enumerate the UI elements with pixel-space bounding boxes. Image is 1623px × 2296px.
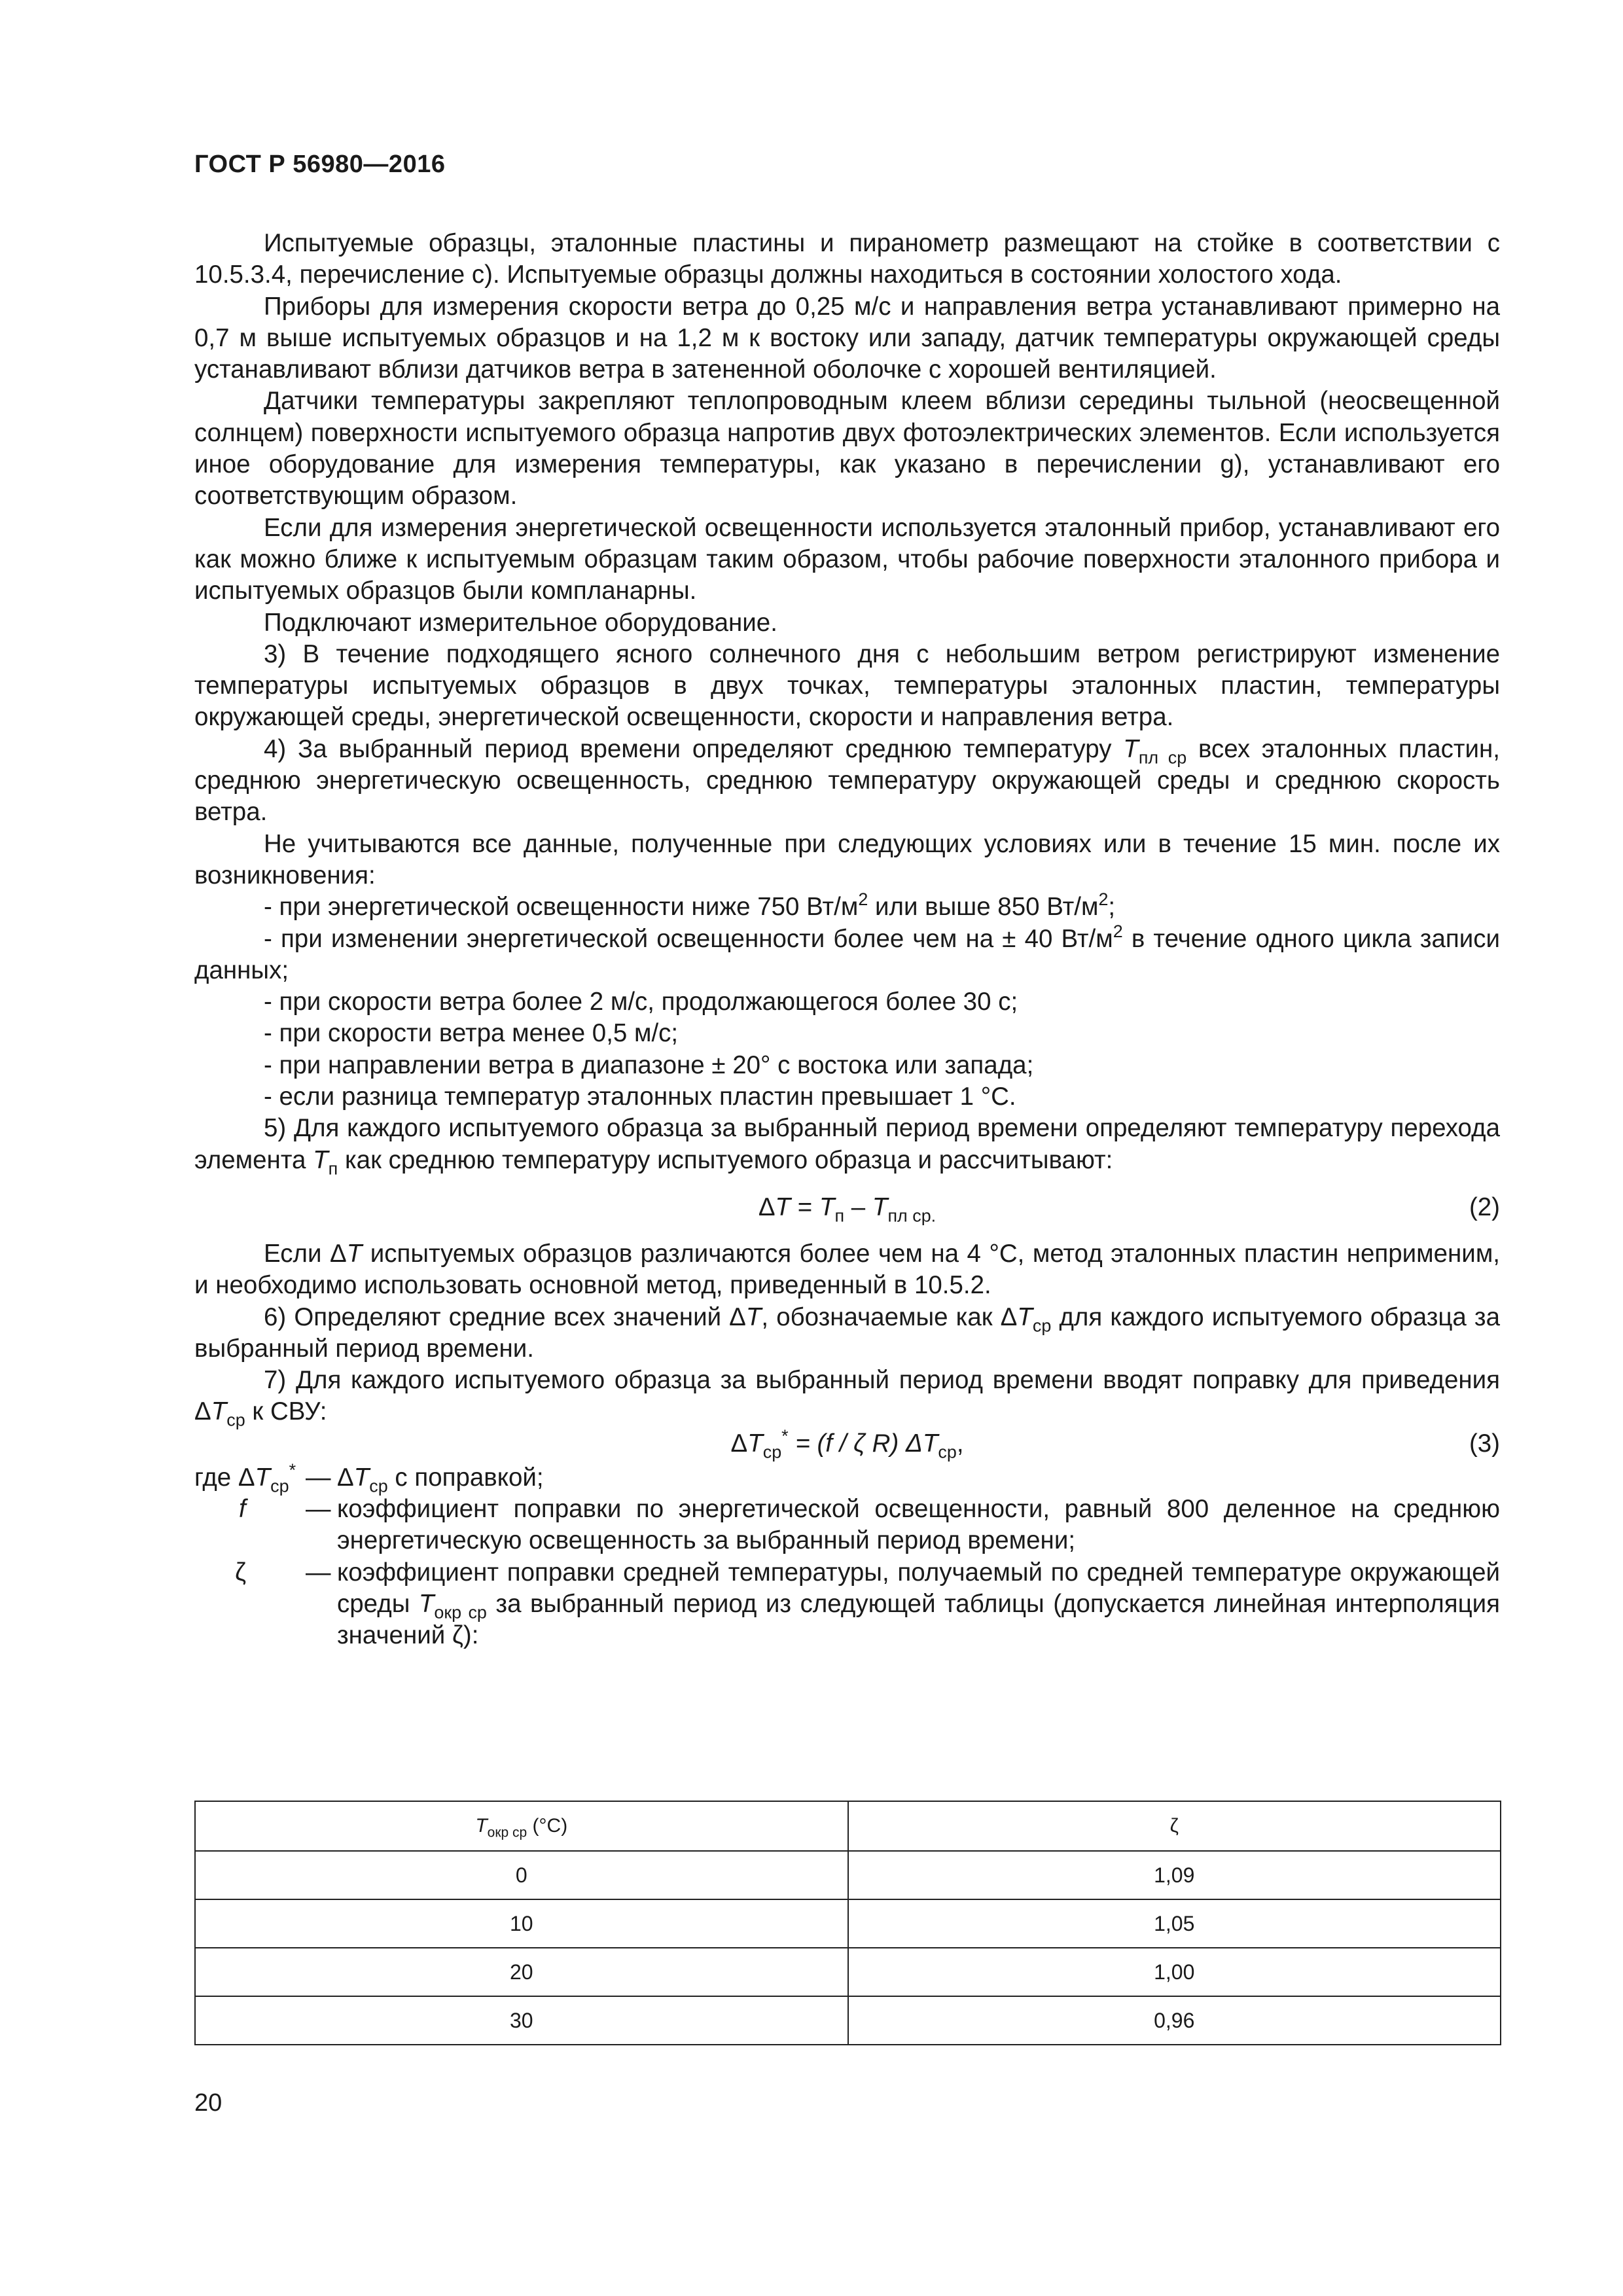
table-row: 20 1,00 bbox=[195, 1948, 1501, 1996]
formula-3-number: (3) bbox=[1469, 1429, 1500, 1458]
paragraph: Не учитываются все данные, полученные при следующих условиях или в течение 15 мин. после их возникновения: bbox=[194, 829, 1500, 889]
table-header-zeta: ζ bbox=[848, 1801, 1501, 1851]
table-row: 30 0,96 bbox=[195, 1996, 1501, 2045]
formula-3-expression: $\Delta T_{ср}^* = (f / \zeta$ R) $\Delta T_{ср}$, bbox=[730, 1426, 964, 1462]
paragraph: 6) Определяют средние всех значений ΔT, обозначаемые как $\Delta T_{ср}$ для каждого испытуемого образца за выбранный период времени. bbox=[194, 1302, 1500, 1363]
table-header-row bbox=[195, 1801, 1501, 1851]
list-item: - при скорости ветра более 2 м/с, продолжающегося более 30 с; bbox=[264, 988, 1018, 1016]
table-header-temperature: $T_{окр ср}$ (°С) bbox=[195, 1801, 848, 1851]
definition-item: ζ — коэффициент поправки средней температуры, получаемый по средней температуре окружающей среды $T_{окр ср}$ за выбранный период из следующей таблицы (допускается линейная интерполяция значений ζ): bbox=[235, 1558, 1500, 1650]
paragraph: Если ΔT испытуемых образцов различаются более чем на 4 °С, метод эталонных пластин неприменим, и необходимо использовать основной метод, приведенный в 10.5.2. bbox=[194, 1239, 1500, 1300]
paragraph: Датчики температуры закрепляют теплопроводным клеем вблизи середины тыльной (неосвещенной солнцем) поверхности испытуемого образца напротив двух фотоэлектрических элементов. Если используется иное оборудование для измерения температуры, как указано в перечислении g), устанавливают его соответствующим образом. bbox=[194, 387, 1500, 511]
zeta-table bbox=[194, 1801, 1501, 2045]
formula-2 bbox=[194, 1183, 1500, 1232]
paragraph: Испытуемые образцы, эталонные пластины и пиранометр размещают на стойке в соответствии с 10.5.3.4, перечисление с). Испытуемые образцы должны находиться в состоянии холостого хода. bbox=[194, 229, 1500, 289]
formula-2-number: (2) bbox=[1469, 1193, 1500, 1221]
definitions-list bbox=[194, 1462, 1500, 1652]
formula-3 bbox=[194, 1428, 1500, 1462]
paragraph: Если для измерения энергетической освещенности используется эталонный прибор, устанавливают его как можно ближе к испытуемым образцам таким образом, чтобы рабочие поверхности эталонного прибора и испытуемых образцов были компланарны. bbox=[194, 513, 1500, 605]
paragraph: 5) Для каждого испытуемого образца за выбранный период времени определяют температуру перехода элемента $T_п$ как среднюю температуру испытуемого образца и рассчитывают: bbox=[194, 1114, 1500, 1179]
list-item: - при энергетической освещенности ниже 750 $Вт/м^2$ или выше 850 $Вт/м^2$; bbox=[264, 889, 1116, 922]
paragraph: 4) За выбранный период времени определяют среднюю температуру $T_{пл ср}$ всех эталонных пластин, среднюю энергетическую освещенность, среднюю температуру окружающей среды и среднюю скорость ветра. bbox=[194, 734, 1500, 827]
list-item: - при направлении ветра в диапазоне ± 20° с востока или запада; bbox=[264, 1050, 1034, 1079]
paragraph: 7) Для каждого испытуемого образца за выбранный период времени вводят поправку для приведения $\Delta T_{ср}$ к СВУ: bbox=[194, 1366, 1500, 1430]
table-row: 10 1,05 bbox=[195, 1899, 1501, 1948]
list-item: - если разница температур эталонных пластин превышает 1 °С. bbox=[264, 1083, 1016, 1111]
list-item: - при скорости ветра менее 0,5 м/с; bbox=[264, 1019, 679, 1048]
definition-item: где $\Delta T_{ср}^*$ — $\Delta T_{ср}$ с поправкой; bbox=[194, 1460, 544, 1496]
paragraph: Подключают измерительное оборудование. bbox=[264, 608, 777, 637]
definition-item: f — коэффициент поправки по энергетической освещенности, равный 800 деленное на среднюю энергетическую освещенность за выбранный период времени; bbox=[239, 1494, 1500, 1555]
document-body bbox=[194, 228, 1500, 1651]
table-row: 0 1,09 bbox=[195, 1851, 1501, 1899]
document-header: ГОСТ Р 56980—2016 bbox=[194, 151, 446, 178]
list-item: - при изменении энергетической освещенности более чем на ± 40 $Вт/м^2$ в течение одного цикла записи данных; bbox=[194, 921, 1500, 984]
paragraph: Приборы для измерения скорости ветра до 0,25 м/с и направления ветра устанавливают примерно на 0,7 м выше испытуемых образцов и на 1,2 м к востоку или западу, датчик температуры окружающей среды устанавливают вблизи датчиков ветра в затененной оболочке с хорошей вентиляцией. bbox=[194, 292, 1500, 384]
formula-2-expression: $\Delta T = T_п - T_{пл ср.}$ bbox=[758, 1193, 936, 1226]
paragraph: 3) В течение подходящего ясного солнечного дня с небольшим ветром регистрируют изменение температуры испытуемых образцов в двух точках, температуры эталонных пластин, температуры окружающей среды, энергетической освещенности, скорости и направления ветра. bbox=[194, 639, 1500, 732]
page-number: 20 bbox=[194, 2089, 223, 2117]
